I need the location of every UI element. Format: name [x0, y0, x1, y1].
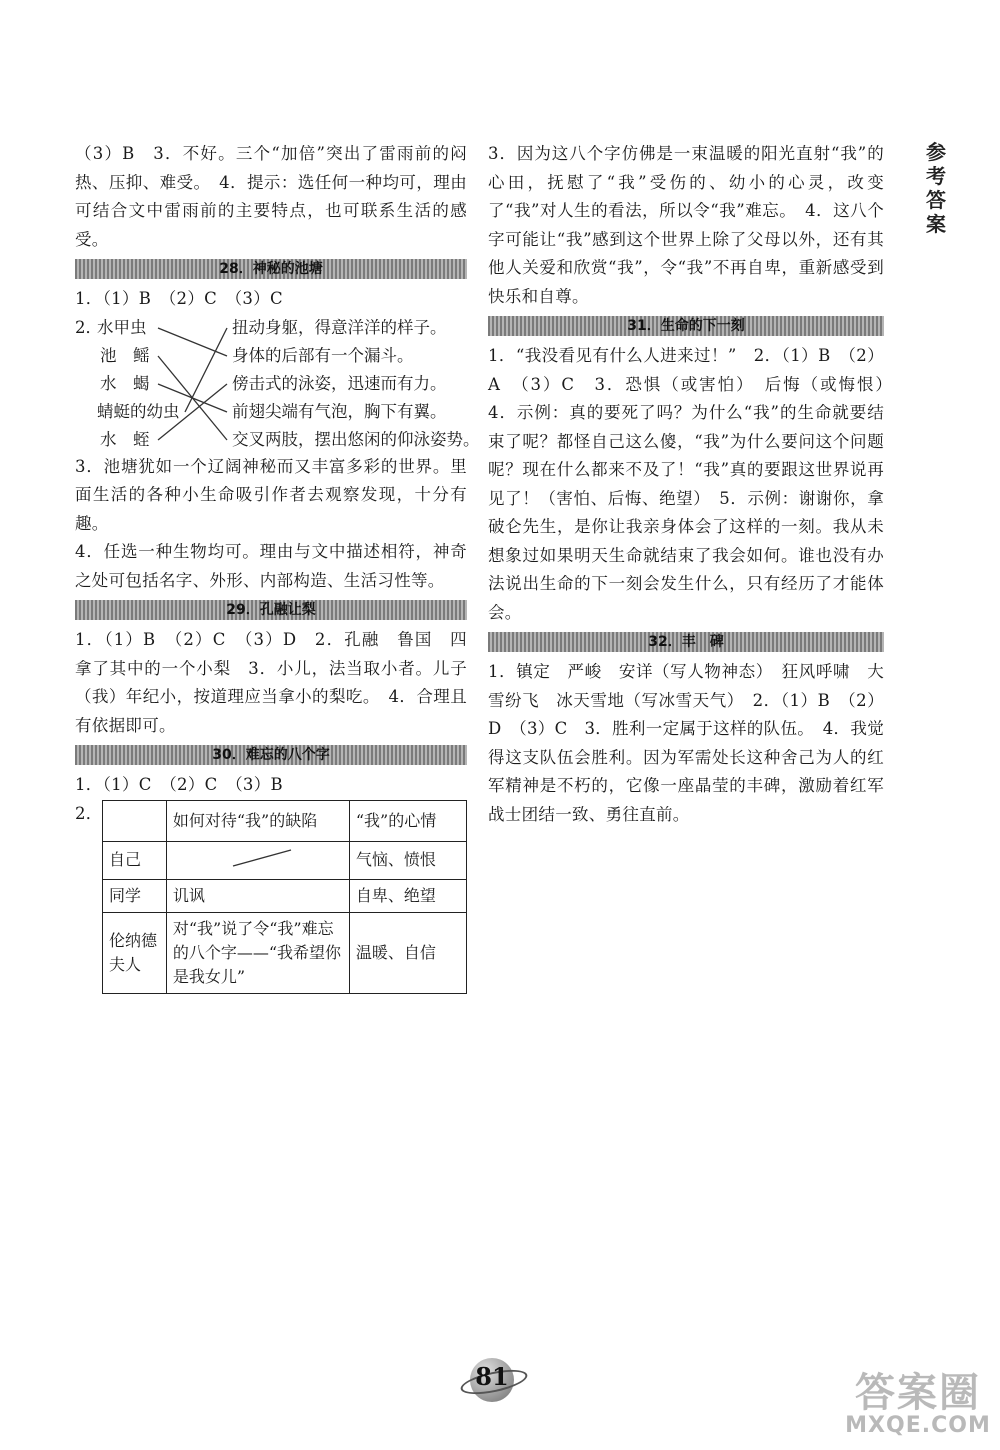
left-intro-paragraph: （3）B 3．不好。三个“加倍”突出了雷雨前的闷热、压抑、难受。 4．提示：选任何一种均可，理由可结合文中雷雨前的主要特点，也可联系生活的感受。 — [75, 144, 467, 249]
table-cell: 同学 — [103, 879, 167, 912]
answer-table — [102, 800, 467, 994]
match-left-item: 蜻蜓的幼虫 — [97, 401, 180, 421]
match-q2-label: 2． — [75, 317, 102, 337]
match-left-item: 水 蛭 — [100, 429, 150, 449]
match-left-item: 池 鳐 — [100, 345, 150, 365]
match-line — [158, 384, 227, 440]
section-title-29: 29．孔融让梨 — [226, 602, 316, 618]
sec30-q2-label: 2． — [75, 803, 103, 823]
section-header-28 — [75, 259, 467, 279]
table-cell: 气恼、愤恨 — [349, 841, 466, 879]
section-header-30 — [75, 745, 467, 765]
sidebar-char: 考 — [926, 164, 946, 188]
table-cell: 伦纳德夫人 — [103, 912, 167, 993]
table-cell: 温暖、自信 — [349, 912, 466, 993]
table-header-cell: 如何对待“我”的缺陷 — [166, 800, 349, 841]
match-left-item: 水甲虫 — [97, 317, 147, 337]
table-cell: 自己 — [103, 841, 167, 879]
section-title-30: 30．难忘的八个字 — [212, 747, 330, 763]
table-cell: 自卑、绝望 — [349, 879, 466, 912]
scribble-mark — [173, 846, 343, 868]
section-title-31: 31．生命的下一刻 — [627, 318, 745, 334]
match-right-item: 扭动身躯，得意洋洋的样子。 — [232, 317, 447, 337]
match-right-item: 前翅尖端有气泡，胸下有翼。 — [232, 401, 447, 421]
matching-exercise — [75, 314, 480, 453]
watermark — [840, 1372, 996, 1438]
table-cell-scribble — [166, 841, 349, 879]
sidebar-label — [922, 140, 950, 236]
match-left-item: 水 蝎 — [100, 373, 150, 393]
match-right-item: 身体的后部有一个漏斗。 — [232, 345, 414, 365]
right-column — [488, 140, 901, 829]
sec32-text: 1．镇定 严峻 安详（写人物神态） 狂风呼啸 大雪纷飞 冰天雪地（写冰雪天气） 2．（1）B （2）D （3）C 3．胜利一定属于这样的队伍。 4．我觉得这支队伍会胜利。因为军需处长这种舍己为人的红军精神是不朽的，它像一座晶莹的丰碑，激励着红军战士团结一致、勇往直前。 — [488, 662, 884, 824]
table-cell: 讥讽 — [166, 879, 349, 912]
section-title-32: 32．丰 碑 — [648, 634, 724, 650]
match-line — [158, 328, 227, 356]
table-cell: 对“我”说了令“我”难忘的八个字——“我希望你是我女儿” — [166, 912, 349, 993]
section-header-31 — [488, 316, 884, 336]
table-header-cell: “我”的心情 — [349, 800, 466, 841]
watermark-line1: 答案圈 — [855, 1370, 981, 1416]
page-number: 81 — [475, 1362, 509, 1391]
match-line — [185, 328, 227, 412]
sec30-q2 — [75, 800, 467, 1000]
sec28-q4: 4．任选一种生物均可。理由与文中描述相符，神奇之处可包括名字、外形、内部构造、生活习性等。 — [75, 542, 467, 590]
table-row — [103, 841, 467, 879]
right-intro-paragraph: 3．因为这八个字仿佛是一束温暖的阳光直射“我”的心田，抚慰了“我”受伤的、幼小的心灵，改变了“我”对人生的看法，所以令“我”难忘。 4．这八个字可能让“我”感到这个世界上除了父母以外，还有其他人关爱和欣赏“我”，令“我”不再自卑，重新感受到快乐和自尊。 — [488, 144, 884, 306]
table-row — [103, 879, 467, 912]
page-number-badge — [460, 1356, 528, 1402]
sidebar-char: 案 — [926, 212, 946, 236]
left-column — [75, 140, 484, 1000]
sidebar-char: 参 — [926, 140, 946, 164]
sec30-q1: 1．（1）C （2）C （3）B — [75, 775, 283, 794]
sec28-q1: 1．（1）B （2）C （3）C — [75, 289, 283, 308]
sec28-q3: 3．池塘犹如一个辽阔神秘而又丰富多彩的世界。里面生活的各种小生命吸引作者去观察发现，十分有趣。 — [75, 456, 467, 533]
section-title-28: 28．神秘的池塘 — [219, 261, 323, 277]
table-row — [103, 912, 467, 993]
section-header-29 — [75, 600, 467, 620]
section-header-32 — [488, 632, 884, 652]
sec31-text: 1．“我没看见有什么人进来过！” 2．（1）B （2）A （3）C 3．恐惧（或害怕） 后悔（或悔恨） 4．示例：真的要死了吗？为什么“我”的生命就要结束了呢？都怪自己这么傻，“我”为什么要问这个问题呢？现在什么都来不及了！“我”真的要跟这世界说再见了！（害怕、后悔、绝望） 5．示例：谢谢你，拿破仑先生，是你让我亲身体会了这样的一刻。我从未想象过如果明天生命就结束了我会如何。谁也没有办法说出生命的下一刻会发生什么，只有经历了才能体会。 — [488, 346, 901, 622]
table-header-row — [103, 800, 467, 841]
sidebar-char: 答 — [926, 188, 946, 212]
match-right-item: 傍击式的泳姿，迅速而有力。 — [232, 373, 447, 393]
matching-lines — [75, 314, 467, 453]
watermark-line2: MXQE.COM — [845, 1413, 991, 1438]
match-right-item: 交叉两肢，摆出悠闲的仰泳姿势。 — [232, 429, 480, 449]
table-header-cell — [103, 800, 167, 841]
sec29-text: 1．（1）B （2）C （3）D 2．孔融 鲁国 四 拿了其中的一个小梨 3．小儿，法当取小者。儿子（我）年纪小，按道理应当拿小的梨吃。 4．合理且有依据即可。 — [75, 630, 484, 735]
